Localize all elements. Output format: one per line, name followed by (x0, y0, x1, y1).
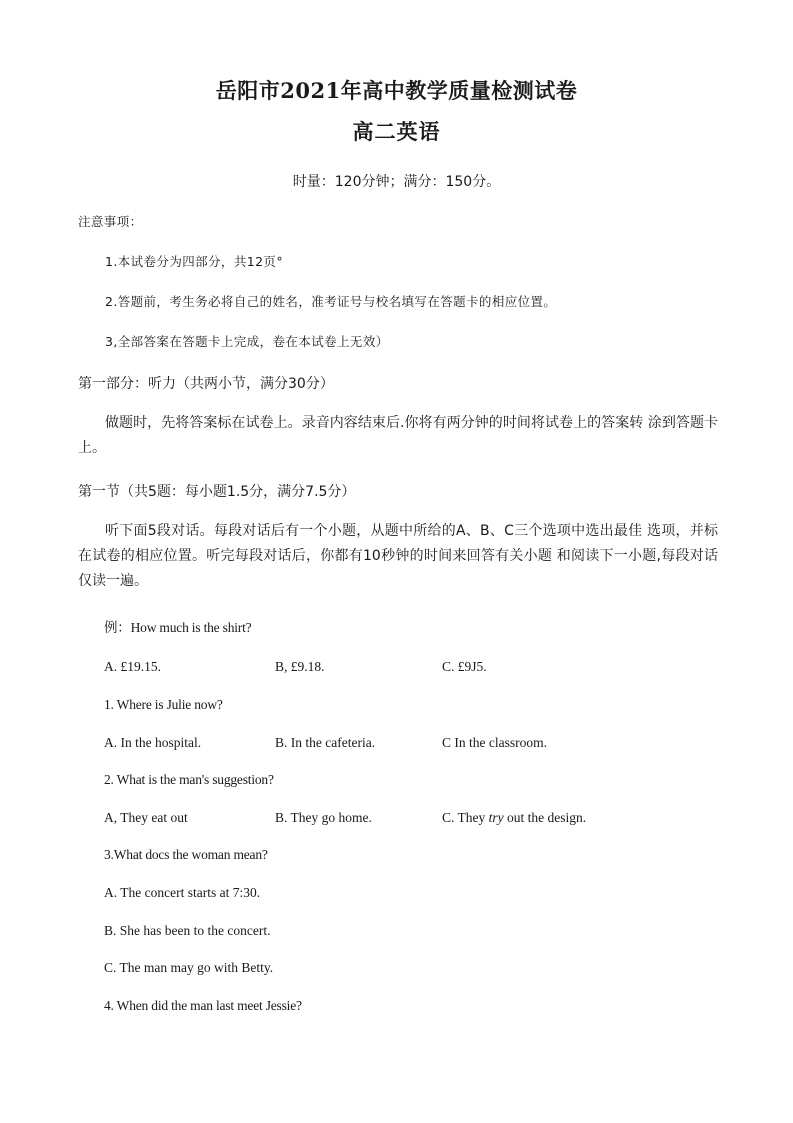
q3-option-a: A. The concert starts at 7:30. (104, 885, 261, 900)
q1-option-c: C In the classroom. (442, 735, 547, 750)
q3-option-c: C. The man may go with Betty. (104, 960, 274, 975)
q1-option-b: B. In the cafeteria. (275, 735, 376, 750)
q2-option-c (442, 811, 586, 825)
q2-option-c-suffix: out the design. (507, 810, 587, 825)
notice-item: 3,全部答案在答题卡上完成，卷在本试卷上无效） (105, 334, 389, 349)
q2-option-b: B. They go home. (275, 810, 372, 825)
page-title: 岳阳市2021年高中教学质量检测试卷 (215, 78, 578, 103)
notice-item: 1.本试卷分为四部分，共12页° (105, 254, 283, 269)
notice-item: 2.答题前，考生务必将自己的姓名，准考证号与校名填写在答题卡的相应位置。 (105, 294, 557, 309)
time-score-info: 时量：120分钟；满分：150分。 (292, 174, 501, 190)
q1-option-a: A. In the hospital. (104, 735, 202, 750)
q2-option-a: A, They eat out (104, 810, 188, 825)
notice-heading: 注意事项： (78, 214, 143, 229)
section1-heading: 第一节（共5题：每小题1.5分，满分7.5分） (78, 484, 356, 500)
page-subtitle: 高二英语 (352, 119, 441, 144)
q2-option-c-prefix: C. They (442, 810, 486, 825)
part1-heading: 第一部分：听力（共两小节，满分30分） (78, 376, 334, 392)
q3-option-b: B. She has been to the concert. (104, 923, 271, 938)
q2-option-c-italic-word: try (488, 810, 504, 825)
part1-instruction: 做题时，先将答案标在试卷上。录音内容结束后.你将有两分钟的时间将试卷上的答案转 涂到答题卡上。 (78, 415, 718, 456)
question-4: 4. When did the man last meet Jessie? (104, 998, 302, 1013)
example-question: 例：How much is the shirt? (104, 620, 252, 635)
example-option-c: C. £9J5. (442, 659, 487, 674)
question-3: 3.What docs the woman mean? (104, 847, 268, 862)
section1-instruction: 听下面5段对话。每段对话后有一个小题，从题中所给的A、B、C三个选项中选出最佳 选项，并标在试卷的相应位置。听完每段对话后，你都有10秒钟的时间来回答有关小题 和阅读下一小题,每段对话仅读一遍。 (78, 523, 718, 589)
example-option-a: A. £19.15. (104, 659, 161, 674)
question-2: 2. What is the man's suggestion? (104, 772, 274, 787)
question-1: 1. Where is Julie now? (104, 697, 223, 712)
example-option-b: B, £9.18. (275, 659, 325, 674)
